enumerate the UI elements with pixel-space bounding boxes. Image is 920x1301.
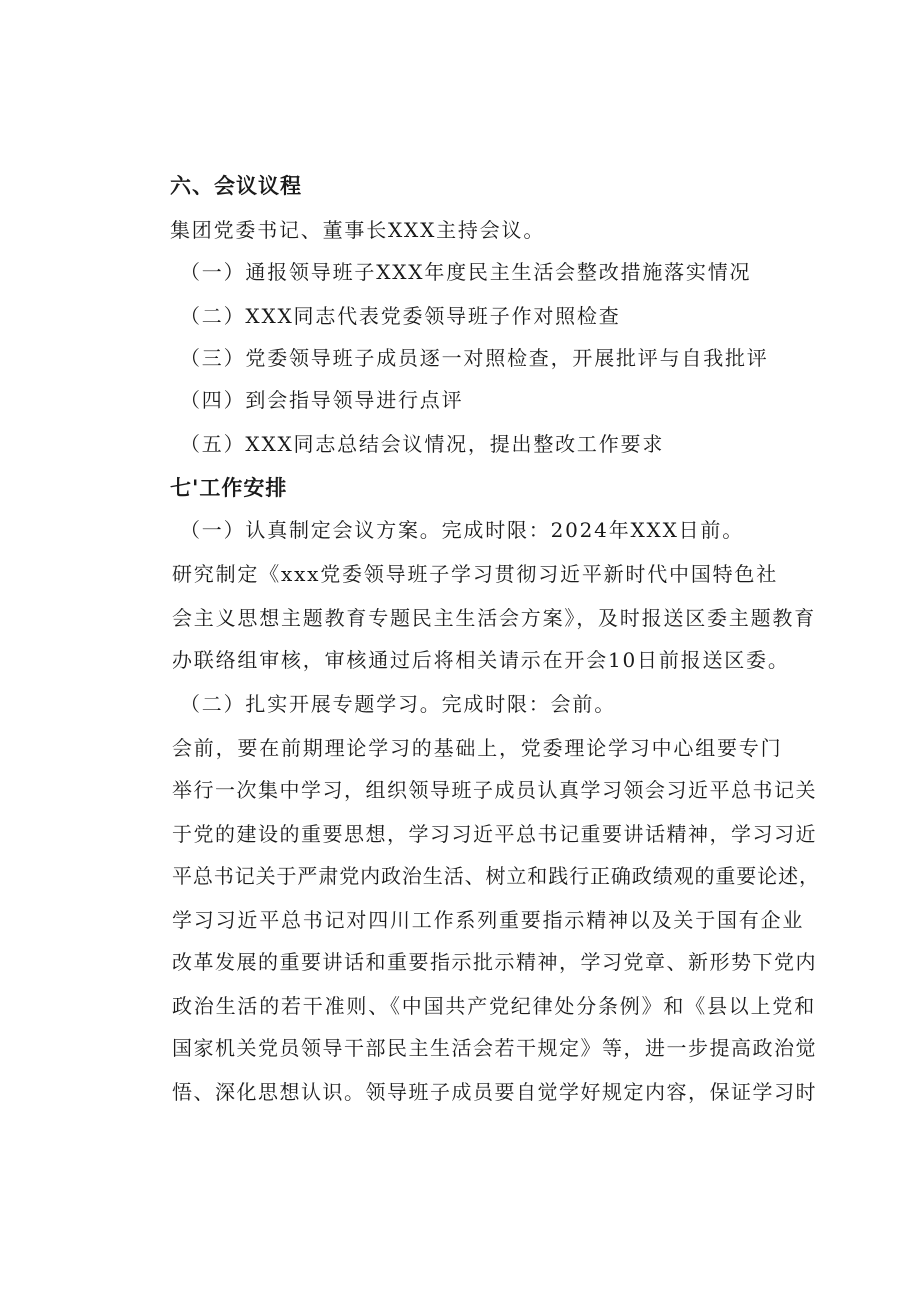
work-item-2-body-line: 平总书记关于严肃党内政治生活、树立和践行正确政绩观的重要论述， [172,864,820,888]
agenda-item-5: （五）XXX同志总结会议情况，提出整改工作要求 [180,432,665,456]
work-item-1-body-line: 办联络组审核，审核通过后将相关请示在开会10日前报送区委。 [172,648,790,672]
agenda-item-4: （四）到会指导领导进行点评 [180,388,464,412]
agenda-item-2: （二）XXX同志代表党委领导班子作对照检查 [180,304,621,328]
work-item-2-body-line: 国家机关党员领导干部民主生活会若干规定》等，进一步提高政治觉 [172,1036,817,1060]
section-6-intro: 集团党委书记、董事长XXX主持会议。 [170,218,546,242]
section-6-heading: 六、会议议程 [170,174,302,198]
work-item-1-title: （一）认真制定会议方案。完成时限：2024年XXX日前。 [180,518,745,542]
work-item-2-body-line: 悟、深化思想认识。领导班子成员要自觉学好规定内容，保证学习时 [172,1080,817,1104]
agenda-item-1: （一）通报领导班子XXX年度民主生活会整改措施落实情况 [180,260,752,284]
work-item-1-body-line: 研究制定《xxx党委领导班子学习贯彻习近平新时代中国特色社 [172,562,779,586]
work-item-2-body-line: 改革发展的重要讲话和重要指示批示精神，学习党章、新形势下党内 [172,950,817,974]
work-item-2-title: （二）扎实开展专题学习。完成时限：会前。 [180,692,616,716]
work-item-2-body-line: 举行一次集中学习，组织领导班子成员认真学习领会习近平总书记关 [172,778,817,802]
work-item-2-body-line: 会前，要在前期理论学习的基础上，党委理论学习中心组要专门 [172,736,783,760]
agenda-item-3: （三）党委领导班子成员逐一对照检查，开展批评与自我批评 [180,346,769,370]
work-item-1-body-line: 会主义思想主题教育专题民主生活会方案》，及时报送区委主题教育 [172,606,816,630]
work-item-2-body-line: 政治生活的若干准则、《中国共产党纪律处分条例》和《县以上党和 [172,994,816,1018]
work-item-2-body-line: 学习习近平总书记对四川工作系列重要指示精神以及关于国有企业 [172,908,805,932]
section-7-heading: 七'工作安排 [170,476,288,500]
work-item-2-body-line: 于党的建设的重要思想，学习习近平总书记重要讲话精神，学习习近 [172,822,817,846]
